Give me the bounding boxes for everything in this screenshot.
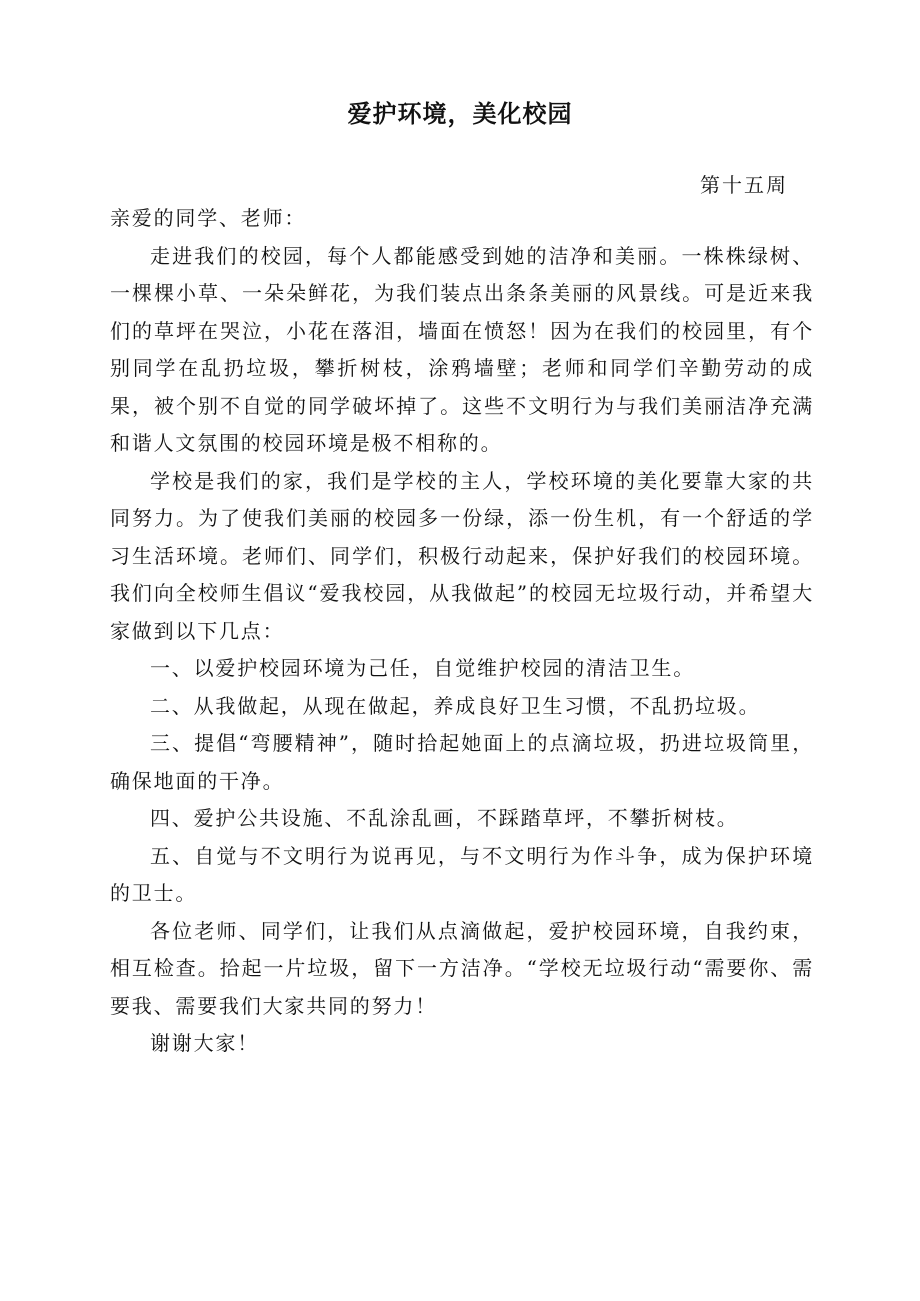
document-title: 爱护环境，美化校园	[347, 100, 573, 128]
paragraph-proposal: 学校是我们的家，我们是学校的主人，学校环境的美化要靠大家的共同努力。为了使我们美丽的校园多一份绿，添一份生机，有一个舒适的学习生活环境。老师们、同学们，积极行动起来，保护好我们的校园环境。我们向全校师生倡议“爱我校园，从我做起”的校园无垃圾行动，并希望大家做到以下几点：	[110, 468, 814, 643]
paragraph-intro: 走进我们的校园，每个人都能感受到她的洁净和美丽。一株株绿树、一棵棵小草、一朵朵鲜花，为我们装点出条条美丽的风景线。可是近来我们的草坪在哭泣，小花在落泪，墙面在愤怒！因为在我们的校园里，有个别同学在乱扔垃圾，攀折树枝，涂鸦墙壁；老师和同学们辛勤劳动的成果，被个别不自觉的同学破坏掉了。这些不文明行为与我们美丽洁净充满和谐人文氛围的校园环境是极不相称的。	[110, 243, 814, 455]
point-three: 三、提倡“弯腰精神”，随时拾起她面上的点滴垃圾，扔进垃圾筒里，确保地面的干净。	[110, 731, 814, 793]
document-body	[110, 200, 814, 1063]
paragraph-closing: 各位老师、同学们，让我们从点滴做起，爱护校园环境，自我约束，相互检查。拾起一片垃圾，留下一方洁净。“学校无垃圾行动“需要你、需要我、需要我们大家共同的努力！	[110, 918, 814, 1018]
thanks-line: 谢谢大家！	[150, 1031, 259, 1055]
point-four: 四、爱护公共设施、不乱涂乱画，不踩踏草坪，不攀折树枝。	[150, 806, 739, 830]
week-label: 第十五周	[700, 173, 788, 197]
point-two: 二、从我做起，从现在做起，养成良好卫生习惯，不乱扔垃圾。	[150, 693, 761, 718]
point-five: 五、自觉与不文明行为说再见，与不文明行为作斗争，成为保护环境的卫士。	[110, 843, 814, 905]
point-one: 一、以爱护校园环境为己任，自觉维护校园的清洁卫生。	[150, 656, 695, 680]
salutation: 亲爱的同学、老师：	[110, 206, 307, 230]
